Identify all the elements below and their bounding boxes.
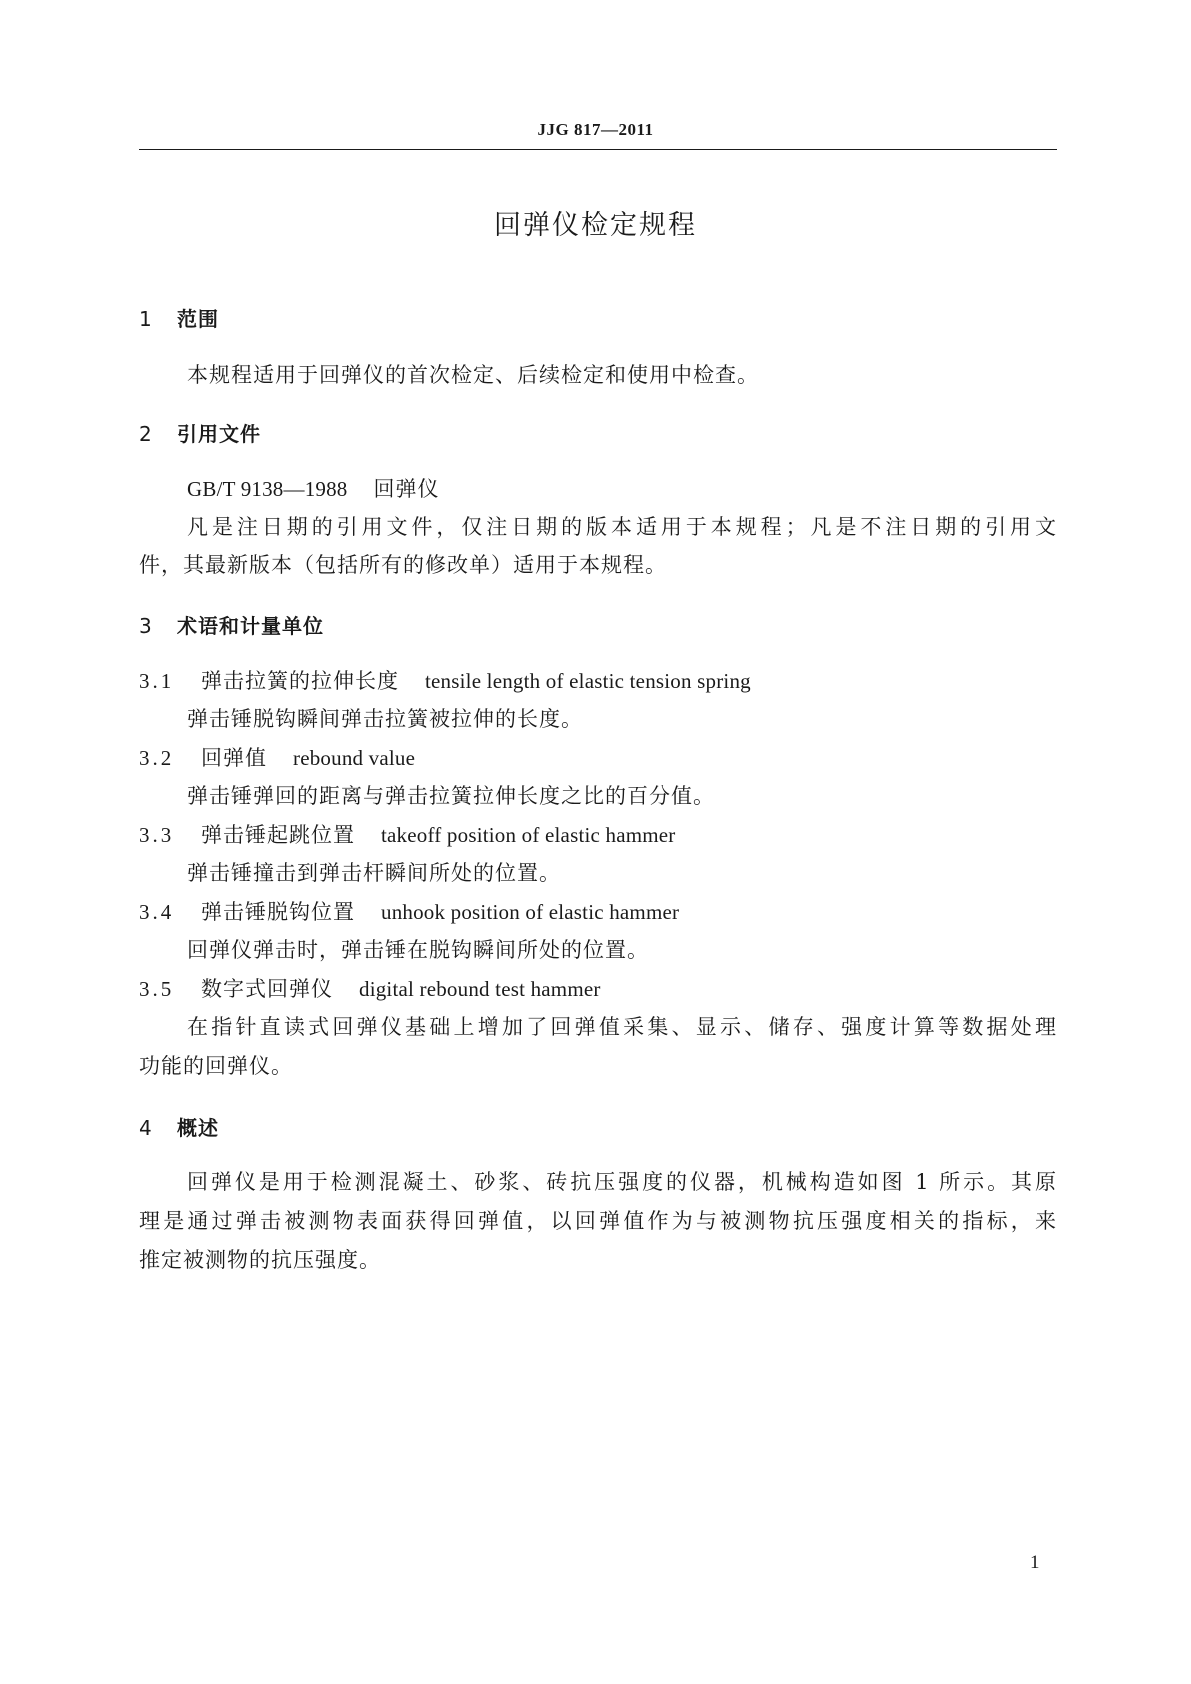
- term-3-1: [139, 665, 751, 695]
- term-english: digital rebound test hammer: [359, 977, 601, 1001]
- term-english: unhook position of elastic hammer: [381, 900, 680, 924]
- overview-paragraph-line-3: 推定被测物的抗压强度。: [139, 1248, 381, 1272]
- reference-name: 回弹仪: [373, 477, 440, 501]
- page-number: 1: [1030, 1552, 1040, 1573]
- term-3-5-definition-line-2: 功能的回弹仪。: [139, 1054, 293, 1078]
- section-title: 术语和计量单位: [177, 614, 324, 638]
- section-heading-references: [139, 418, 261, 447]
- section-number: 2: [139, 422, 153, 446]
- term-number: 3.2: [139, 746, 175, 770]
- section-title: 概述: [177, 1116, 219, 1140]
- section-title: 引用文件: [177, 422, 261, 446]
- references-paragraph-line-2: 件，其最新版本（包括所有的修改单）适用于本规程。: [139, 553, 667, 577]
- term-3-4-definition: 回弹仪弹击时，弹击锤在脱钩瞬间所处的位置。: [187, 938, 649, 962]
- section-number: 4: [139, 1116, 153, 1140]
- term-3-1-definition: 弹击锤脱钩瞬间弹击拉簧被拉伸的长度。: [187, 707, 583, 731]
- term-number: 3.5: [139, 977, 175, 1001]
- term-3-3-definition: 弹击锤撞击到弹击杆瞬间所处的位置。: [187, 861, 561, 885]
- term-3-4: [139, 896, 679, 926]
- section-number: 1: [139, 307, 153, 331]
- term-number: 3.1: [139, 669, 175, 693]
- reference-item: [187, 473, 440, 503]
- section-number: 3: [139, 614, 153, 638]
- term-chinese: 回弹值: [201, 746, 267, 770]
- term-chinese: 数字式回弹仪: [201, 977, 333, 1001]
- header-standard-code: JJG 817—2011: [537, 120, 654, 139]
- term-3-2-definition: 弹击锤弹回的距离与弹击拉簧拉伸长度之比的百分值。: [187, 784, 715, 808]
- term-chinese: 弹击拉簧的拉伸长度: [201, 669, 399, 693]
- term-3-2: [139, 742, 415, 772]
- scope-paragraph: 本规程适用于回弹仪的首次检定、后续检定和使用中检查。: [187, 363, 759, 387]
- term-chinese: 弹击锤脱钩位置: [201, 900, 355, 924]
- overview-paragraph-line-1: 回弹仪是用于检测混凝土、砂浆、砖抗压强度的仪器，机械构造如图 1 所示。其原: [187, 1170, 1057, 1194]
- section-heading-scope: [139, 303, 219, 332]
- term-3-3: [139, 819, 676, 849]
- term-chinese: 弹击锤起跳位置: [201, 823, 355, 847]
- term-english: tensile length of elastic tension spring: [425, 669, 751, 693]
- references-paragraph-line-1: 凡是注日期的引用文件，仅注日期的版本适用于本规程；凡是不注日期的引用文: [187, 515, 1057, 539]
- reference-code: GB/T 9138—1988: [187, 477, 348, 501]
- term-english: takeoff position of elastic hammer: [381, 823, 676, 847]
- document-title: 回弹仪检定规程: [494, 210, 697, 241]
- term-number: 3.3: [139, 823, 175, 847]
- term-3-5: [139, 973, 601, 1003]
- header-rule: [139, 149, 1057, 150]
- term-english: rebound value: [293, 746, 416, 770]
- section-heading-terms: [139, 610, 324, 639]
- section-heading-overview: [139, 1112, 219, 1141]
- term-3-5-definition-line-1: 在指针直读式回弹仪基础上增加了回弹值采集、显示、储存、强度计算等数据处理: [187, 1015, 1057, 1039]
- term-number: 3.4: [139, 900, 175, 924]
- section-title: 范围: [177, 307, 219, 331]
- overview-paragraph-line-2: 理是通过弹击被测物表面获得回弹值，以回弹值作为与被测物抗压强度相关的指标，来: [139, 1209, 1057, 1233]
